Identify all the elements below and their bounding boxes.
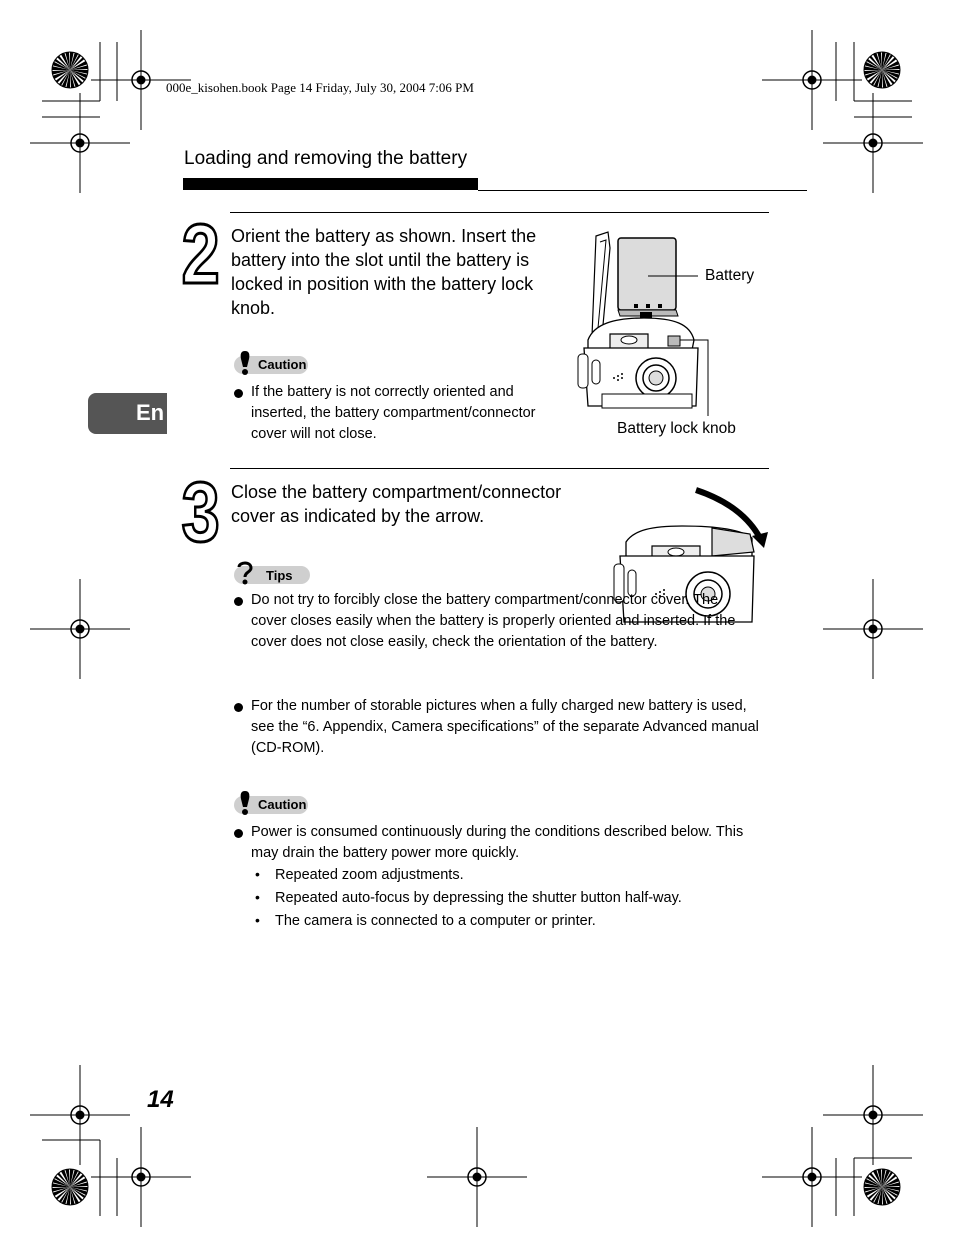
step2-rule (230, 212, 769, 213)
step2-number (181, 207, 221, 291)
step3-tips-bullet-1 (251, 590, 751, 653)
title-rule (478, 190, 807, 191)
step2-caution-badge (234, 356, 308, 374)
exclamation-icon (234, 790, 256, 816)
step3-number (181, 463, 221, 547)
battery-lock-knob-label: Battery lock knob (617, 420, 736, 437)
print-header: 000e_kisohen.book Page 14 Friday, July 30, 2004 7:06 PM (166, 80, 474, 95)
step2-caution-label: Caution (258, 357, 307, 372)
bullet-dot (234, 703, 243, 712)
language-tab-label: En (136, 400, 165, 425)
bullet-dot (234, 829, 243, 838)
tips-bullet-1-text: Do not try to forcibly close the battery compartment/connector cover. The cover closes easily when the battery is properly oriented and inserted. If the cover does not close easily, check the orientation of the battery. (251, 592, 736, 650)
page-number: 14 (147, 1086, 174, 1113)
battery-label: Battery (705, 267, 755, 284)
title-bar (183, 178, 478, 190)
question-icon (234, 560, 256, 586)
step3-tips-badge (234, 566, 310, 584)
bullet-dot (234, 597, 243, 606)
caution2-label: Caution (258, 797, 307, 812)
step3-tips-bullet-2: For the number of storable pictures when a fully charged new battery is used, see the “6. Appendix, Camera specifications” of the separate Advanced manual (CD-ROM). (251, 698, 759, 756)
bullet-dot (234, 389, 243, 398)
caution2-bullet: Power is consumed continuously during the conditions described below. This may drain the battery power more quickly. (251, 824, 744, 861)
step2-number-text: 2 (181, 207, 220, 291)
step2-caution-bullet: If the battery is not correctly oriented and inserted, the battery compartment/connector cover will not close. (251, 384, 536, 442)
step3-instruction: Close the battery compartment/connector cover as indicated by the arrow. (231, 482, 562, 526)
exclamation-icon (234, 350, 256, 376)
caution2-badge (234, 796, 308, 814)
sub-bullet-mark: • (255, 912, 260, 928)
section-title: Loading and removing the battery (184, 148, 468, 169)
step3-rule (230, 468, 769, 469)
sub-bullet-mark: • (255, 866, 260, 882)
caution2-sub-item-2: Repeated auto-focus by depressing the shutter button half-way. (275, 890, 682, 906)
step3-number-text: 3 (181, 465, 220, 547)
caution2-sub-item-3: The camera is connected to a computer or printer. (275, 913, 596, 929)
caution2-sub-item-1: Repeated zoom adjustments. (275, 867, 464, 883)
step2-instruction: Orient the battery as shown. Insert the battery into the slot until the battery is locked in position with the battery lock knob. (231, 226, 537, 318)
camera-battery-insert-illustration (574, 228, 714, 416)
sub-bullet-mark: • (255, 889, 260, 905)
step3-tips-label: Tips (266, 568, 293, 583)
language-tab (88, 393, 167, 434)
